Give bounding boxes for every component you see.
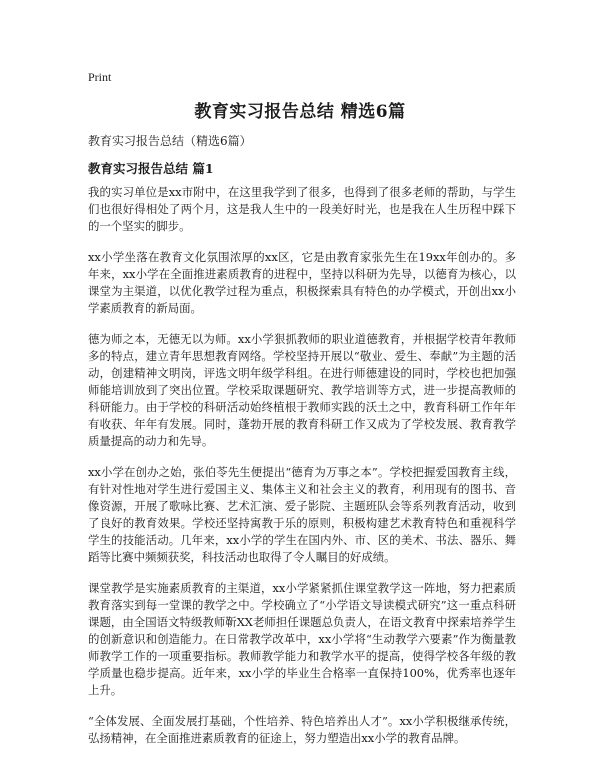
print-link[interactable]: Print <box>88 70 112 84</box>
article-body <box>88 184 516 761</box>
page-title: 教育实习报告总结 精选6篇 <box>194 102 406 122</box>
paragraph-2: xx小学坐落在教育文化氛围浓厚的xx区，它是由教育家张先生在19xx年创办的。多年来，xx小学在全面推进素质教育的进程中，坚持以科研为先导，以德育为核心，以课堂为主渠道，以优化教学过程为重点，积极探索具有特色的办学模式，开创出xx小学素质教育的新局面。 <box>88 250 516 315</box>
paragraph-3: 德为师之本，无德无以为师。xx小学狠抓教师的职业道德教育，并根据学校青年教师多的特点，建立青年思想教育网络。学校坚持开展以“敬业、爱生、奉献”为主题的活动，创建精神文明岗，评选文明年级学科组。在进行师德建设的同时，学校也把加强师能培训放到了突出位置。学校采取课题研究、教学培训等方式，进一步提高教师的科研能力。由于学校的科研活动始终植根于教师实践的沃土之中，教育科研工作年年有收获、年年有发展。同时，蓬勃开展的教育科研工作又成为了学校发展、教育教学质量提高的动力和先导。 <box>88 332 516 448</box>
paragraph-5: 课堂教学是实施素质教育的主渠道，xx小学紧紧抓住课堂教学这一阵地，努力把素质教育落实到每一堂课的教学之中。学校确立了“小学语文导读模式研究”这一重点科研课题，由全国语文特级教师靳XX老师担任课题总负责人，在语文教育中探索培养学生的创新意识和创造能力。在日常教学改革中，xx小学将“生动教学六要素”作为衡量教师教学工作的一项重要指标。教师教学能力和教学水平的提高，使得学校各年级的教学质量也稳步提高。近年来，xx小学的毕业生合格率一直保持100%，优秀率也逐年上升。 <box>88 581 516 697</box>
section-heading: 教育实习报告总结 篇1 <box>88 161 214 176</box>
paragraph-6: “全体发展、全面发展打基础，个性培养、特色培养出人才”。xx小学积极继承传统，弘扬精神，在全面推进素质教育的征途上，努力塑造出xx小学的教育品牌。 <box>88 714 516 745</box>
document-subtitle: 教育实习报告总结（精选6篇） <box>88 134 252 148</box>
paragraph-1: 我的实习单位是xx市附中，在这里我学到了很多，也得到了很多老师的帮助，与学生们也很好得相处了两个月，这是我人生中的一段美好时光，也是我在人生历程中踩下的一个坚实的脚步。 <box>88 185 516 233</box>
paragraph-4: xx小学在创办之始，张伯苓先生便提出“德育为万事之本”。学校把握爱国教育主线，有针对性地对学生进行爱国主义、集体主义和社会主义的教育，利用现有的图书、音像资源，开展了歌咏比赛、艺术汇演、爱子影院、主题班队会等系列教育活动，收到了良好的教育效果。学校还坚持寓教于乐的原则，积极构建艺术教育特色和重视科学学生的技能活动。几年来，xx小学的学生在国内外、市、区的美术、书法、器乐、舞蹈等比赛中频频获奖，科技活动也取得了令人瞩目的好成绩。 <box>88 465 516 564</box>
